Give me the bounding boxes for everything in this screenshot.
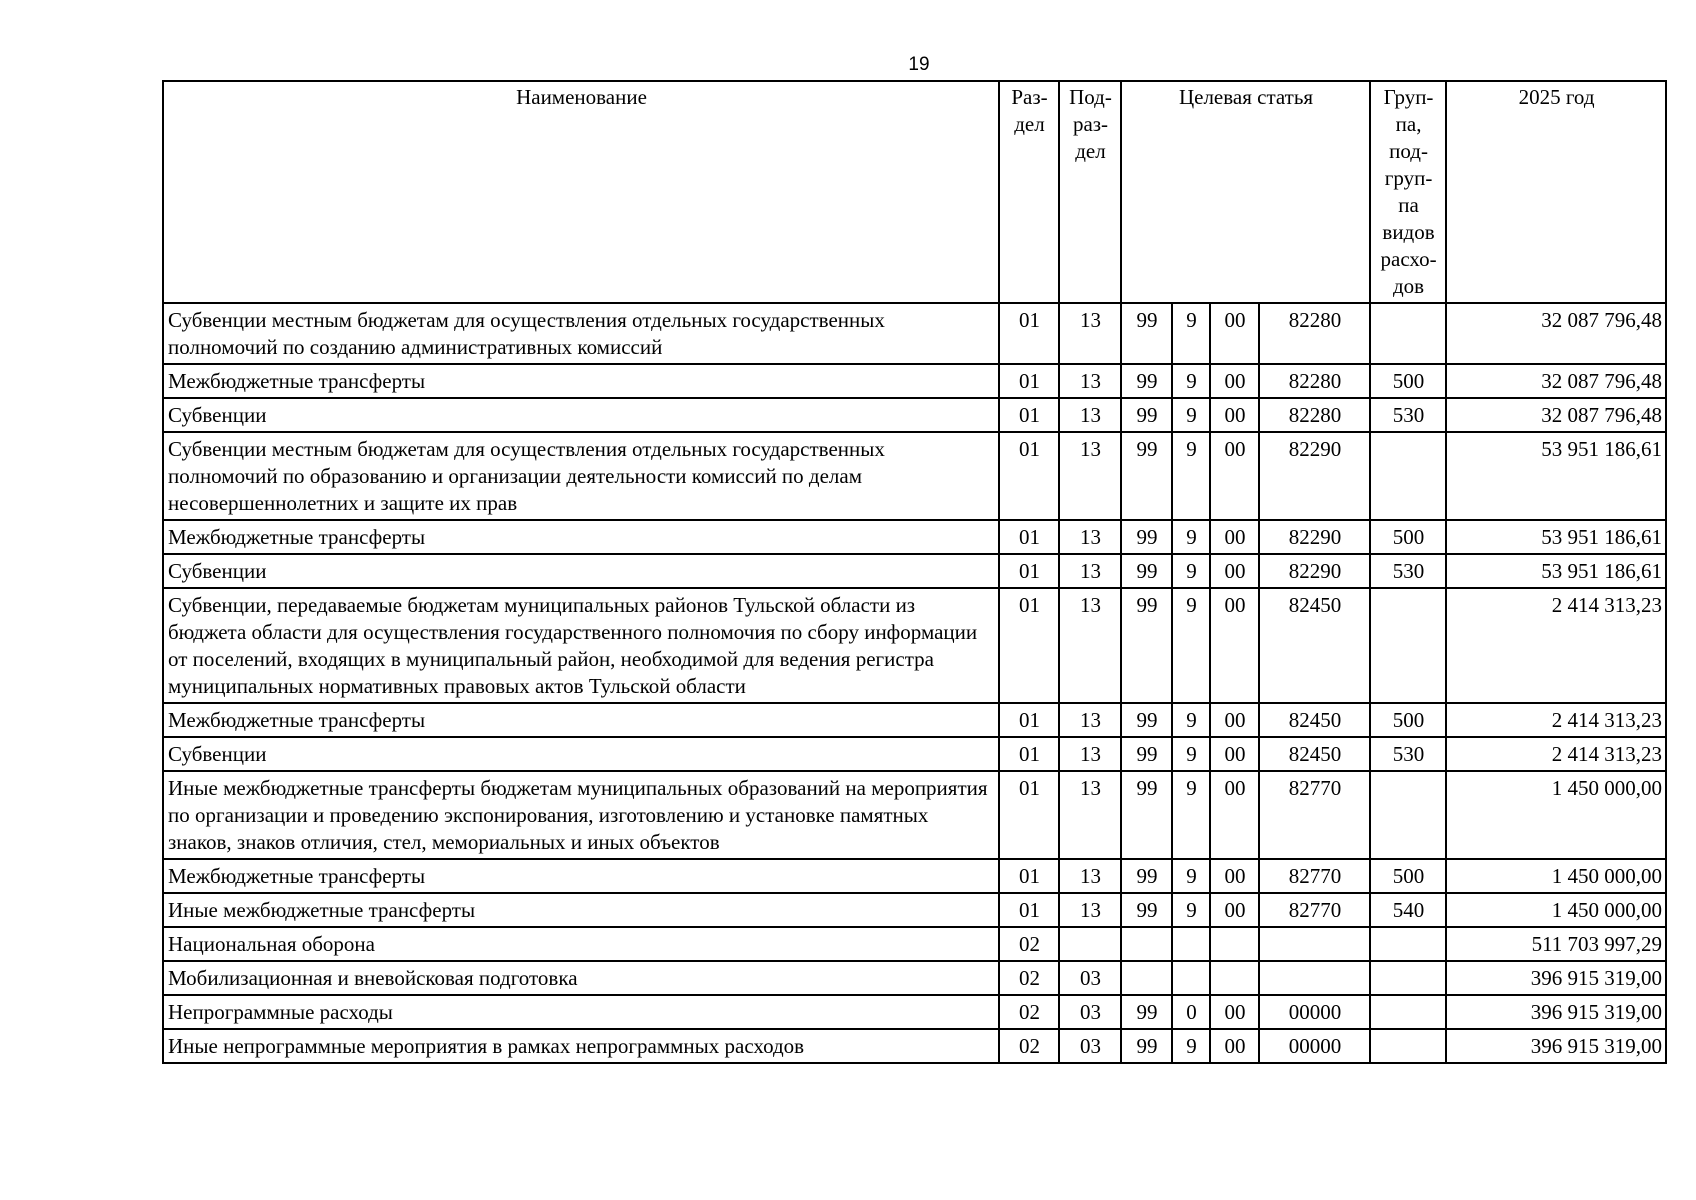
cell-amount: 511 703 997,29 bbox=[1446, 927, 1666, 961]
cell-article-direction: 82290 bbox=[1259, 554, 1370, 588]
cell-article-subprogram: 9 bbox=[1172, 520, 1210, 554]
cell-article-subprogram: 9 bbox=[1172, 398, 1210, 432]
cell-article-program: 99 bbox=[1121, 398, 1172, 432]
cell-article-program: 99 bbox=[1121, 703, 1172, 737]
cell-article-main: 00 bbox=[1210, 588, 1259, 703]
cell-expense-group: 530 bbox=[1370, 398, 1446, 432]
cell-amount: 53 951 186,61 bbox=[1446, 432, 1666, 520]
cell-article-program: 99 bbox=[1121, 737, 1172, 771]
cell-article-main: 00 bbox=[1210, 364, 1259, 398]
header-podrazdel: Под- раз- дел bbox=[1059, 81, 1121, 303]
cell-amount: 1 450 000,00 bbox=[1446, 859, 1666, 893]
cell-article-main: 00 bbox=[1210, 398, 1259, 432]
cell-razdel: 01 bbox=[999, 432, 1059, 520]
cell-podrazdel: 13 bbox=[1059, 703, 1121, 737]
cell-article-program: 99 bbox=[1121, 771, 1172, 859]
cell-podrazdel: 03 bbox=[1059, 961, 1121, 995]
cell-podrazdel: 13 bbox=[1059, 432, 1121, 520]
cell-amount: 1 450 000,00 bbox=[1446, 771, 1666, 859]
cell-article-direction: 82450 bbox=[1259, 737, 1370, 771]
cell-expense-group bbox=[1370, 303, 1446, 364]
cell-amount: 32 087 796,48 bbox=[1446, 303, 1666, 364]
cell-article-program: 99 bbox=[1121, 893, 1172, 927]
cell-razdel: 01 bbox=[999, 771, 1059, 859]
cell-name: Непрограммные расходы bbox=[163, 995, 999, 1029]
cell-expense-group bbox=[1370, 432, 1446, 520]
cell-article-direction: 82280 bbox=[1259, 303, 1370, 364]
cell-amount: 396 915 319,00 bbox=[1446, 961, 1666, 995]
header-year: 2025 год bbox=[1446, 81, 1666, 303]
cell-podrazdel: 03 bbox=[1059, 1029, 1121, 1063]
table-header bbox=[163, 81, 1666, 303]
budget-table bbox=[162, 80, 1667, 1064]
cell-razdel: 01 bbox=[999, 737, 1059, 771]
cell-name: Субвенции местным бюджетам для осуществления отдельных государственных полномочий по образованию и организации деятельности комиссий по делам несовершеннолетних и защите их прав bbox=[163, 432, 999, 520]
cell-podrazdel: 13 bbox=[1059, 588, 1121, 703]
cell-article-direction: 00000 bbox=[1259, 995, 1370, 1029]
cell-article-direction: 82770 bbox=[1259, 771, 1370, 859]
cell-expense-group bbox=[1370, 771, 1446, 859]
table-row bbox=[163, 432, 1666, 520]
cell-article-main: 00 bbox=[1210, 859, 1259, 893]
cell-amount: 32 087 796,48 bbox=[1446, 364, 1666, 398]
table-row bbox=[163, 520, 1666, 554]
cell-name: Иные межбюджетные трансферты bbox=[163, 893, 999, 927]
cell-razdel: 01 bbox=[999, 703, 1059, 737]
cell-name: Субвенции bbox=[163, 554, 999, 588]
cell-article-program bbox=[1121, 927, 1172, 961]
cell-article-main: 00 bbox=[1210, 432, 1259, 520]
cell-podrazdel: 13 bbox=[1059, 737, 1121, 771]
cell-amount: 396 915 319,00 bbox=[1446, 1029, 1666, 1063]
table-row bbox=[163, 1029, 1666, 1063]
cell-podrazdel: 13 bbox=[1059, 771, 1121, 859]
cell-article-direction: 82280 bbox=[1259, 364, 1370, 398]
cell-article-subprogram: 9 bbox=[1172, 432, 1210, 520]
table-row bbox=[163, 771, 1666, 859]
cell-name: Субвенции, передаваемые бюджетам муниципальных районов Тульской области из бюджета области для осуществления государственного полномочия по сбору информации от поселений, входящих в муниципальный район, необходимой для ведения регистра муниципальных нормативных правовых актов Тульской области bbox=[163, 588, 999, 703]
cell-article-program: 99 bbox=[1121, 303, 1172, 364]
table-row bbox=[163, 859, 1666, 893]
cell-article-program bbox=[1121, 961, 1172, 995]
cell-amount: 53 951 186,61 bbox=[1446, 554, 1666, 588]
table-row bbox=[163, 927, 1666, 961]
cell-expense-group: 500 bbox=[1370, 364, 1446, 398]
cell-amount: 396 915 319,00 bbox=[1446, 995, 1666, 1029]
cell-article-subprogram: 9 bbox=[1172, 703, 1210, 737]
page-number: 19 bbox=[908, 54, 930, 75]
cell-expense-group: 540 bbox=[1370, 893, 1446, 927]
cell-podrazdel bbox=[1059, 927, 1121, 961]
cell-name: Межбюджетные трансферты bbox=[163, 520, 999, 554]
cell-expense-group: 500 bbox=[1370, 703, 1446, 737]
cell-expense-group bbox=[1370, 588, 1446, 703]
table-row bbox=[163, 961, 1666, 995]
cell-razdel: 02 bbox=[999, 995, 1059, 1029]
cell-razdel: 01 bbox=[999, 859, 1059, 893]
cell-name: Мобилизационная и вневойсковая подготовка bbox=[163, 961, 999, 995]
cell-podrazdel: 13 bbox=[1059, 859, 1121, 893]
cell-name: Иные непрограммные мероприятия в рамках непрограммных расходов bbox=[163, 1029, 999, 1063]
table-row bbox=[163, 554, 1666, 588]
cell-article-direction: 82770 bbox=[1259, 859, 1370, 893]
cell-article-main: 00 bbox=[1210, 737, 1259, 771]
cell-article-direction: 82770 bbox=[1259, 893, 1370, 927]
cell-article-program: 99 bbox=[1121, 859, 1172, 893]
table-row bbox=[163, 364, 1666, 398]
cell-article-subprogram: 9 bbox=[1172, 859, 1210, 893]
cell-article-subprogram: 9 bbox=[1172, 554, 1210, 588]
cell-amount: 32 087 796,48 bbox=[1446, 398, 1666, 432]
cell-name: Межбюджетные трансферты bbox=[163, 703, 999, 737]
table-row bbox=[163, 303, 1666, 364]
cell-razdel: 01 bbox=[999, 588, 1059, 703]
cell-article-main: 00 bbox=[1210, 995, 1259, 1029]
cell-podrazdel: 13 bbox=[1059, 893, 1121, 927]
cell-article-subprogram: 9 bbox=[1172, 303, 1210, 364]
cell-article-subprogram: 9 bbox=[1172, 588, 1210, 703]
cell-article-program: 99 bbox=[1121, 520, 1172, 554]
cell-article-subprogram: 9 bbox=[1172, 1029, 1210, 1063]
table-row bbox=[163, 995, 1666, 1029]
cell-name: Субвенции bbox=[163, 737, 999, 771]
cell-article-program: 99 bbox=[1121, 554, 1172, 588]
cell-podrazdel: 13 bbox=[1059, 554, 1121, 588]
cell-article-program: 99 bbox=[1121, 588, 1172, 703]
cell-article-subprogram bbox=[1172, 961, 1210, 995]
cell-article-direction bbox=[1259, 927, 1370, 961]
cell-podrazdel: 03 bbox=[1059, 995, 1121, 1029]
cell-name: Субвенции местным бюджетам для осуществления отдельных государственных полномочий по созданию административных комиссий bbox=[163, 303, 999, 364]
cell-name: Межбюджетные трансферты bbox=[163, 364, 999, 398]
cell-razdel: 01 bbox=[999, 398, 1059, 432]
table-row bbox=[163, 737, 1666, 771]
cell-article-subprogram: 9 bbox=[1172, 364, 1210, 398]
header-group: Груп- па, под- груп- па видов расхо- дов bbox=[1370, 81, 1446, 303]
cell-article-direction: 82450 bbox=[1259, 588, 1370, 703]
cell-expense-group: 500 bbox=[1370, 520, 1446, 554]
cell-article-direction: 82290 bbox=[1259, 432, 1370, 520]
cell-article-direction: 00000 bbox=[1259, 1029, 1370, 1063]
cell-article-main: 00 bbox=[1210, 893, 1259, 927]
cell-article-direction: 82290 bbox=[1259, 520, 1370, 554]
cell-expense-group bbox=[1370, 1029, 1446, 1063]
cell-article-direction: 82450 bbox=[1259, 703, 1370, 737]
header-target-article: Целевая статья bbox=[1121, 81, 1370, 303]
cell-razdel: 01 bbox=[999, 520, 1059, 554]
cell-article-direction bbox=[1259, 961, 1370, 995]
cell-expense-group bbox=[1370, 961, 1446, 995]
cell-article-subprogram: 0 bbox=[1172, 995, 1210, 1029]
table-row bbox=[163, 398, 1666, 432]
cell-article-main: 00 bbox=[1210, 303, 1259, 364]
cell-article-main bbox=[1210, 927, 1259, 961]
cell-article-program: 99 bbox=[1121, 432, 1172, 520]
header-razdel: Раз- дел bbox=[999, 81, 1059, 303]
cell-expense-group bbox=[1370, 995, 1446, 1029]
cell-razdel: 02 bbox=[999, 961, 1059, 995]
cell-name: Субвенции bbox=[163, 398, 999, 432]
cell-razdel: 01 bbox=[999, 303, 1059, 364]
cell-podrazdel: 13 bbox=[1059, 520, 1121, 554]
cell-name: Иные межбюджетные трансферты бюджетам муниципальных образований на мероприятия по организации и проведению экспонирования, изготовлению и установке памятных знаков, знаков отличия, стел, мемориальных и иных объектов bbox=[163, 771, 999, 859]
cell-article-main: 00 bbox=[1210, 771, 1259, 859]
cell-article-direction: 82280 bbox=[1259, 398, 1370, 432]
cell-article-program: 99 bbox=[1121, 995, 1172, 1029]
cell-expense-group: 530 bbox=[1370, 737, 1446, 771]
cell-article-subprogram: 9 bbox=[1172, 771, 1210, 859]
cell-razdel: 02 bbox=[999, 1029, 1059, 1063]
cell-expense-group bbox=[1370, 927, 1446, 961]
table-row bbox=[163, 588, 1666, 703]
cell-expense-group: 530 bbox=[1370, 554, 1446, 588]
cell-name: Межбюджетные трансферты bbox=[163, 859, 999, 893]
cell-expense-group: 500 bbox=[1370, 859, 1446, 893]
cell-podrazdel: 13 bbox=[1059, 303, 1121, 364]
cell-amount: 2 414 313,23 bbox=[1446, 737, 1666, 771]
cell-podrazdel: 13 bbox=[1059, 398, 1121, 432]
table-row bbox=[163, 703, 1666, 737]
cell-article-subprogram: 9 bbox=[1172, 737, 1210, 771]
cell-razdel: 01 bbox=[999, 554, 1059, 588]
cell-razdel: 02 bbox=[999, 927, 1059, 961]
cell-article-main: 00 bbox=[1210, 520, 1259, 554]
cell-podrazdel: 13 bbox=[1059, 364, 1121, 398]
cell-article-subprogram bbox=[1172, 927, 1210, 961]
cell-amount: 1 450 000,00 bbox=[1446, 893, 1666, 927]
cell-article-subprogram: 9 bbox=[1172, 893, 1210, 927]
cell-name: Национальная оборона bbox=[163, 927, 999, 961]
cell-article-main bbox=[1210, 961, 1259, 995]
cell-article-main: 00 bbox=[1210, 1029, 1259, 1063]
cell-amount: 2 414 313,23 bbox=[1446, 588, 1666, 703]
table-row bbox=[163, 893, 1666, 927]
cell-amount: 2 414 313,23 bbox=[1446, 703, 1666, 737]
cell-article-main: 00 bbox=[1210, 554, 1259, 588]
cell-article-program: 99 bbox=[1121, 364, 1172, 398]
cell-article-program: 99 bbox=[1121, 1029, 1172, 1063]
cell-razdel: 01 bbox=[999, 364, 1059, 398]
cell-article-main: 00 bbox=[1210, 703, 1259, 737]
cell-amount: 53 951 186,61 bbox=[1446, 520, 1666, 554]
header-name: Наименование bbox=[163, 81, 999, 303]
cell-razdel: 01 bbox=[999, 893, 1059, 927]
